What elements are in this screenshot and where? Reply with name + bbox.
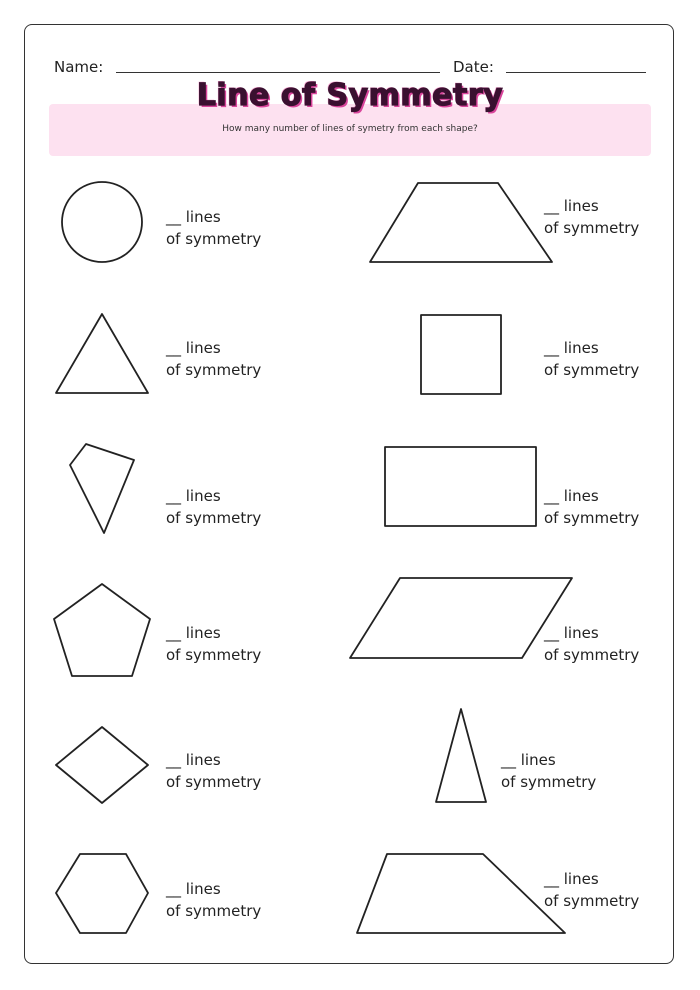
pentagon-shape [54, 584, 150, 676]
answer-blank: __ lines [544, 870, 599, 888]
rectangle-shape [385, 447, 536, 526]
answer-suffix: of symmetry [166, 773, 262, 791]
answer-suffix: of symmetry [166, 509, 262, 527]
answer-suffix: of symmetry [166, 646, 262, 664]
answer-blank: __ lines [501, 751, 556, 769]
hexagon-shape [56, 854, 148, 933]
answer-suffix: of symmetry [501, 773, 597, 791]
answer-blank: __ lines [166, 751, 221, 769]
date-label: Date: [453, 58, 494, 76]
answer-suffix: of symmetry [544, 219, 640, 237]
answer-rectangle[interactable] [544, 485, 639, 529]
answer-blank: __ lines [166, 487, 221, 505]
answer-suffix: of symmetry [166, 361, 262, 379]
answer-right-trapezoid[interactable] [544, 868, 639, 912]
triangle-shape [56, 314, 148, 393]
answer-suffix: of symmetry [166, 902, 262, 920]
answer-isosceles-triangle[interactable] [501, 749, 596, 793]
answer-trapezoid[interactable] [544, 195, 639, 239]
answer-blank: __ lines [544, 197, 599, 215]
answer-parallelogram[interactable] [544, 622, 639, 666]
answer-blank: __ lines [544, 339, 599, 357]
answer-suffix: of symmetry [544, 509, 640, 527]
square-shape [421, 315, 501, 394]
answer-suffix: of symmetry [544, 361, 640, 379]
instruction-text: How many number of lines of symetry from each shape? [222, 124, 478, 134]
answer-square[interactable] [544, 337, 639, 381]
answer-triangle[interactable] [166, 337, 261, 381]
answer-kite[interactable] [166, 485, 261, 529]
answer-suffix: of symmetry [544, 646, 640, 664]
rhombus-shape [56, 727, 148, 803]
kite-shape [70, 444, 134, 533]
answer-suffix: of symmetry [544, 892, 640, 910]
right-trapezoid-shape [357, 854, 565, 933]
answer-rhombus[interactable] [166, 749, 261, 793]
name-label: Name: [54, 58, 104, 76]
isosceles-triangle-shape [436, 709, 486, 802]
trapezoid-shape [370, 183, 552, 262]
answer-blank: __ lines [544, 487, 599, 505]
answer-blank: __ lines [544, 624, 599, 642]
page-title: Line of Symmetry [196, 78, 504, 113]
answer-blank: __ lines [166, 880, 221, 898]
answer-blank: __ lines [166, 208, 221, 226]
answer-suffix: of symmetry [166, 230, 262, 248]
answer-circle[interactable] [166, 206, 261, 250]
circle-shape [62, 182, 142, 262]
answer-pentagon[interactable] [166, 622, 261, 666]
answer-hexagon[interactable] [166, 878, 261, 922]
answer-blank: __ lines [166, 624, 221, 642]
parallelogram-shape [350, 578, 572, 658]
answer-blank: __ lines [166, 339, 221, 357]
